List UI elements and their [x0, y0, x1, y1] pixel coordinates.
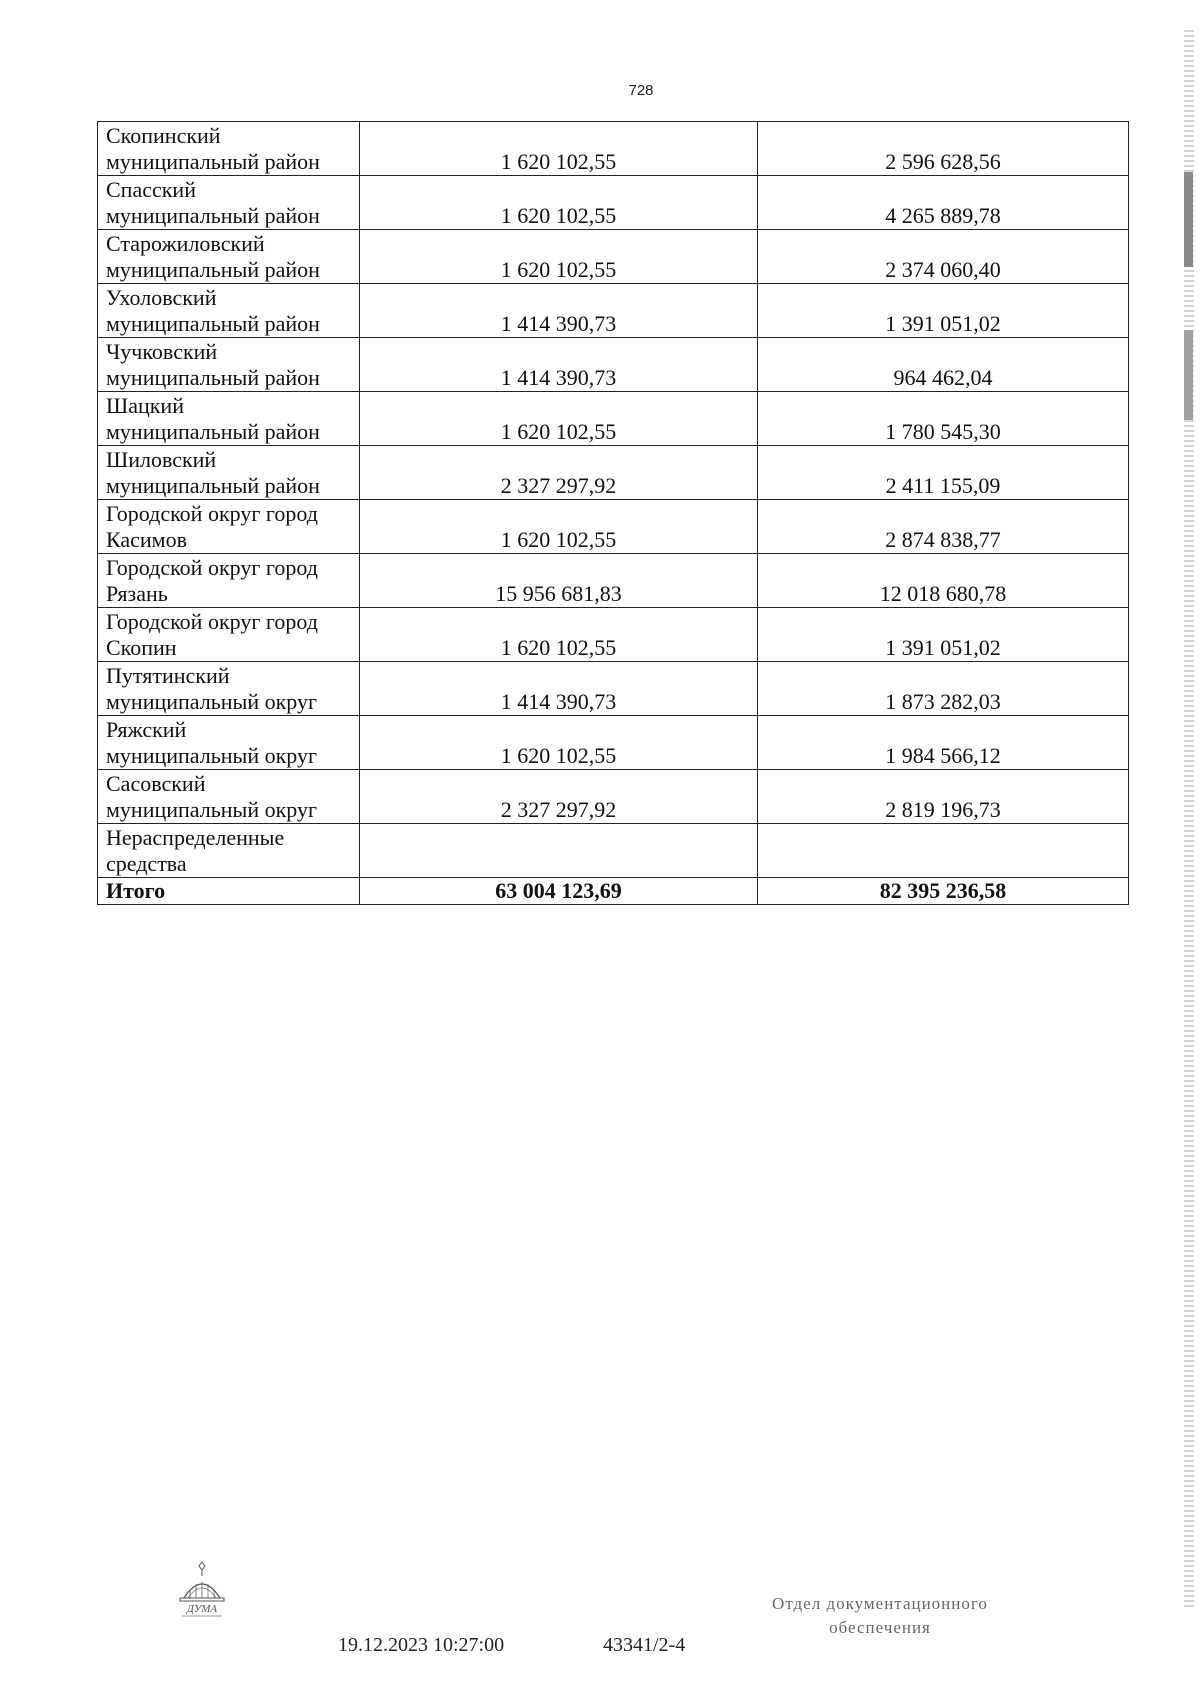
row-col1: 1 620 102,55: [360, 392, 758, 446]
row-name-line: Городской округ город: [106, 609, 318, 634]
row-name-line: муниципальный район: [106, 257, 320, 282]
row-col1: 1 414 390,73: [360, 338, 758, 392]
row-col2: 2 374 060,40: [758, 230, 1129, 284]
row-col2: 1 391 051,02: [758, 608, 1129, 662]
row-name: [98, 716, 360, 770]
row-name: [98, 554, 360, 608]
row-name-line: муниципальный район: [106, 149, 320, 174]
stamp-line-1: Отдел документационного: [772, 1594, 988, 1613]
row-name: [98, 770, 360, 824]
row-name-line: средства: [106, 851, 187, 876]
row-name: [98, 392, 360, 446]
row-col1: 1 620 102,55: [360, 176, 758, 230]
row-name-line: муниципальный район: [106, 473, 320, 498]
row-col2: 4 265 889,78: [758, 176, 1129, 230]
total-row: [98, 878, 1129, 905]
row-name: [98, 662, 360, 716]
row-name-line: Сасовский: [106, 771, 206, 796]
row-col1: 1 620 102,55: [360, 716, 758, 770]
row-col1: 1 620 102,55: [360, 122, 758, 176]
row-name-line: Старожиловский: [106, 231, 265, 256]
row-col2: 1 780 545,30: [758, 392, 1129, 446]
table-row: [98, 338, 1129, 392]
total-col1: 63 004 123,69: [360, 878, 758, 905]
row-name-line: Чучковский: [106, 339, 218, 364]
row-name-line: Рязань: [106, 581, 168, 606]
table-row: [98, 662, 1129, 716]
row-col2: 2 874 838,77: [758, 500, 1129, 554]
total-label: Итого: [98, 878, 360, 905]
row-name: [98, 500, 360, 554]
logo-text: ДУМА: [186, 1603, 218, 1615]
row-name: [98, 824, 360, 878]
row-name: [98, 284, 360, 338]
row-col1: 1 414 390,73: [360, 284, 758, 338]
row-name-line: муниципальный район: [106, 311, 320, 336]
data-table: [97, 121, 1129, 905]
row-name: [98, 176, 360, 230]
scan-edge-mark: [1184, 172, 1193, 267]
row-name-line: Касимов: [106, 527, 187, 552]
row-name-line: Городской округ город: [106, 501, 318, 526]
footer-timestamp: 19.12.2023 10:27:00: [338, 1634, 505, 1656]
table-row: [98, 824, 1129, 878]
table-row: [98, 122, 1129, 176]
page-number: 728: [628, 82, 654, 99]
row-col2: 12 018 680,78: [758, 554, 1129, 608]
table-row: [98, 500, 1129, 554]
row-name-line: Скопинский: [106, 123, 221, 148]
table-body: [98, 122, 1129, 905]
scan-edge-mark: [1184, 330, 1193, 420]
row-name: [98, 230, 360, 284]
row-name-line: Ухоловский: [106, 285, 217, 310]
row-col2: 2 596 628,56: [758, 122, 1129, 176]
table-row: [98, 716, 1129, 770]
row-col1: [360, 824, 758, 878]
footer-doc-code: 43341/2-4: [603, 1634, 686, 1656]
row-name-line: Шиловский: [106, 447, 217, 472]
row-name-line: Спасский: [106, 177, 196, 202]
row-col1: 1 620 102,55: [360, 230, 758, 284]
row-name-line: муниципальный округ: [106, 797, 318, 822]
table-row: [98, 770, 1129, 824]
row-col2: 2 819 196,73: [758, 770, 1129, 824]
total-col2: 82 395 236,58: [758, 878, 1129, 905]
row-name-line: Путятинский: [106, 663, 230, 688]
table-row: [98, 176, 1129, 230]
row-name-line: Городской округ город: [106, 555, 318, 580]
row-name: [98, 608, 360, 662]
department-stamp: [720, 1592, 1040, 1640]
duma-logo-icon: [172, 1560, 232, 1620]
row-col2: 1 391 051,02: [758, 284, 1129, 338]
row-name-line: муниципальный округ: [106, 743, 318, 768]
table-row: [98, 446, 1129, 500]
row-col1: 1 620 102,55: [360, 500, 758, 554]
table-row: [98, 230, 1129, 284]
row-name-line: Ряжский: [106, 717, 187, 742]
row-name: [98, 338, 360, 392]
row-name-line: муниципальный округ: [106, 689, 318, 714]
row-col2: 1 873 282,03: [758, 662, 1129, 716]
row-name-line: Шацкий: [106, 393, 184, 418]
scan-edge-noise: [1184, 30, 1194, 1610]
table-row: [98, 608, 1129, 662]
table-row: [98, 554, 1129, 608]
table-row: [98, 392, 1129, 446]
row-col2: [758, 824, 1129, 878]
row-name-line: Скопин: [106, 635, 177, 660]
row-col2: 1 984 566,12: [758, 716, 1129, 770]
row-col1: 1 620 102,55: [360, 608, 758, 662]
row-col1: 2 327 297,92: [360, 770, 758, 824]
row-name: [98, 446, 360, 500]
row-name: [98, 122, 360, 176]
row-col2: 2 411 155,09: [758, 446, 1129, 500]
row-name-line: Нераспределенные: [106, 825, 285, 850]
table-row: [98, 284, 1129, 338]
row-name-line: муниципальный район: [106, 365, 320, 390]
row-col1: 2 327 297,92: [360, 446, 758, 500]
row-name-line: муниципальный район: [106, 419, 320, 444]
row-col2: 964 462,04: [758, 338, 1129, 392]
stamp-line-2: обеспечения: [829, 1618, 931, 1637]
row-col1: 15 956 681,83: [360, 554, 758, 608]
row-col1: 1 414 390,73: [360, 662, 758, 716]
row-name-line: муниципальный район: [106, 203, 320, 228]
